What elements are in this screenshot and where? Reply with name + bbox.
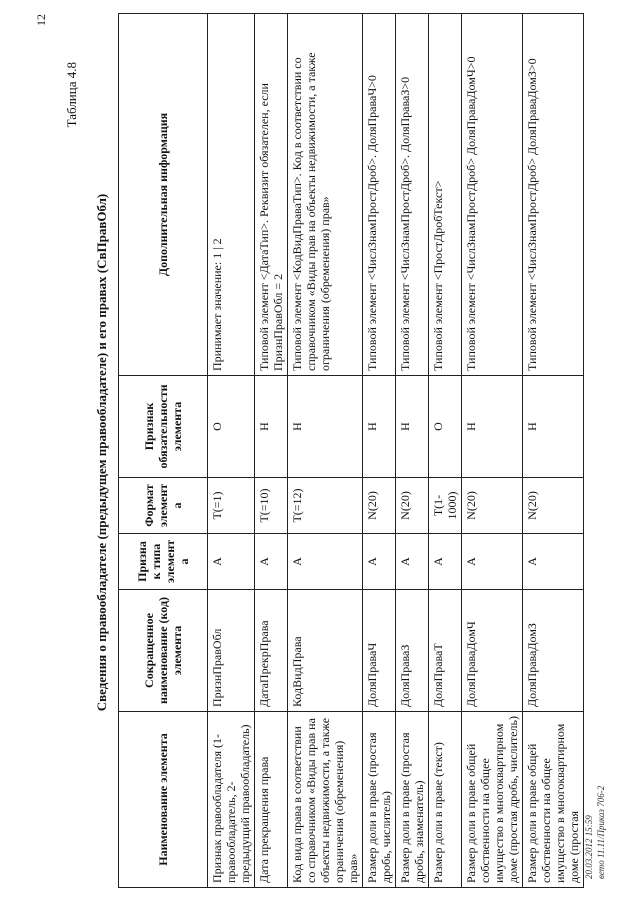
table-row bbox=[255, 14, 288, 888]
cell-element-code: ДоляПраваТ bbox=[429, 590, 462, 712]
cell-element-format: N(20) bbox=[363, 478, 396, 534]
cell-element-required: Н bbox=[363, 376, 396, 478]
cell-element-code: КодВидПрава bbox=[288, 590, 363, 712]
page-number: 12 bbox=[34, 14, 48, 26]
header-element-name: Наименование элемента bbox=[119, 712, 208, 888]
cell-additional-info: Типовой элемент <ЧислЗнамПростДроб>. ДоляПраваЗ>0 bbox=[396, 14, 429, 376]
cell-element-required: О bbox=[208, 376, 255, 478]
header-element-required: Признак обязательности элемента bbox=[119, 376, 208, 478]
cell-element-required: Н bbox=[396, 376, 429, 478]
cell-additional-info: Типовой элемент <ДатаТип>. Реквизит обязателен, если ПризнПравОбл = 2 bbox=[255, 14, 288, 376]
cell-element-type: А bbox=[462, 534, 523, 590]
cell-element-name: Признак правообладателя (1- правообладатель, 2- предыдущий правообладатель) bbox=[208, 712, 255, 888]
header-element-type: Признак типа элемента bbox=[119, 534, 208, 590]
cell-additional-info: Типовой элемент <ЧислЗнамПростДроб> ДоляПраваДомЗ>0 bbox=[523, 14, 584, 376]
cell-element-required: Н bbox=[255, 376, 288, 478]
cell-element-code: ДоляПраваДомЗ bbox=[523, 590, 584, 712]
table-title: Сведения о правообладателе (предыдущем правообладателе) и его правах (СвПравОбл) bbox=[94, 193, 109, 712]
table-row bbox=[523, 14, 584, 888]
table-row bbox=[396, 14, 429, 888]
cell-element-name: Размер доли в праве (текст) bbox=[429, 712, 462, 888]
cell-element-type: А bbox=[396, 534, 429, 590]
cell-element-type: А bbox=[523, 534, 584, 590]
cell-additional-info: Типовой элемент <КодВидПраваТип>. Код в соответствии со справочником «Виды прав на объекты недвижимости, а также ограничения (обременения) прав» bbox=[288, 14, 363, 376]
cell-element-code: ПризнПравОбл bbox=[208, 590, 255, 712]
cell-element-required: Н bbox=[462, 376, 523, 478]
cell-element-format: N(20) bbox=[523, 478, 584, 534]
file-stamp: вето 11.11/Приказ 706-2 bbox=[596, 785, 606, 879]
table-row bbox=[288, 14, 363, 888]
table-row bbox=[363, 14, 396, 888]
cell-element-required: О bbox=[429, 376, 462, 478]
cell-element-type: А bbox=[288, 534, 363, 590]
cell-element-required: Н bbox=[288, 376, 363, 478]
header-element-format: Формат элемента bbox=[119, 478, 208, 534]
cell-element-type: А bbox=[255, 534, 288, 590]
cell-element-type: А bbox=[363, 534, 396, 590]
cell-element-format: Т(1-1000) bbox=[429, 478, 462, 534]
cell-element-name: Размер доли в праве общей собственности на общее имущество в многоквартирном доме (простая bbox=[523, 712, 584, 888]
cell-element-code: ДатаПрекрПрава bbox=[255, 590, 288, 712]
table-body bbox=[208, 14, 584, 888]
cell-element-required: Н bbox=[523, 376, 584, 478]
table-row bbox=[462, 14, 523, 888]
cell-element-format: Т(=10) bbox=[255, 478, 288, 534]
cell-element-type: А bbox=[208, 534, 255, 590]
cell-element-name: Размер доли в праве (простая дробь, числитель) bbox=[363, 712, 396, 888]
cell-element-name: Размер доли в праве (простая дробь, знаменатель) bbox=[396, 712, 429, 888]
cell-element-code: ДоляПраваЧ bbox=[363, 590, 396, 712]
cell-additional-info: Типовой элемент <ЧислЗнамПростДроб>. ДоляПраваЧ>0 bbox=[363, 14, 396, 376]
cell-element-name: Код вида права в соответствии со справочником «Виды прав на объекты недвижимости, а также ограничения (обременения) прав» bbox=[288, 712, 363, 888]
cell-element-format: Т(=1) bbox=[208, 478, 255, 534]
cell-additional-info: Типовой элемент <ПростДробТекст> bbox=[429, 14, 462, 376]
table-row bbox=[208, 14, 255, 888]
table-row bbox=[429, 14, 462, 888]
print-stamp: 20.03.2012 15:59 bbox=[584, 815, 594, 879]
cell-element-format: N(20) bbox=[396, 478, 429, 534]
cell-element-code: ДоляПраваДомЧ bbox=[462, 590, 523, 712]
cell-element-code: ДоляПраваЗ bbox=[396, 590, 429, 712]
cell-element-name: Размер доли в праве общей собственности на общее имущество в многоквартирном доме (простая дробь, числитель) bbox=[462, 712, 523, 888]
cell-additional-info: Типовой элемент <ЧислЗнамПростДроб> ДоляПраваДомЧ>0 bbox=[462, 14, 523, 376]
cell-element-name: Дата прекращения права bbox=[255, 712, 288, 888]
cell-element-type: А bbox=[429, 534, 462, 590]
data-table bbox=[118, 13, 584, 888]
cell-element-format: Т(=12) bbox=[288, 478, 363, 534]
table-number: Таблица 4.8 bbox=[64, 62, 79, 128]
cell-additional-info: Принимает значение: 1 | 2 bbox=[208, 14, 255, 376]
table-header-row bbox=[119, 14, 208, 888]
header-element-code: Сокращенное наименование (код) элемента bbox=[119, 590, 208, 712]
header-additional-info: Дополнительная информация bbox=[119, 14, 208, 376]
cell-element-format: N(20) bbox=[462, 478, 523, 534]
